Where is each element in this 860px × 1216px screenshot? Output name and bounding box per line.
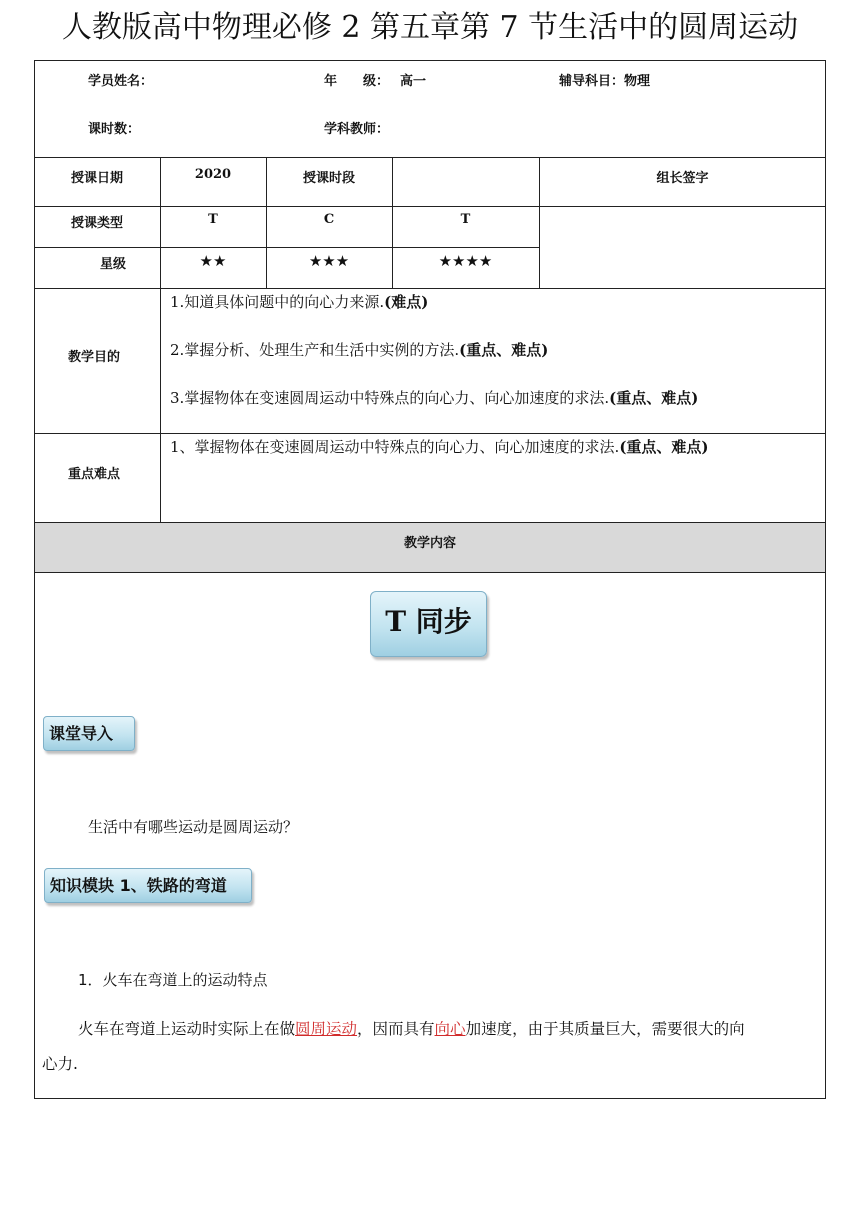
grade-value: 高一 bbox=[400, 74, 427, 89]
subject-value: 物理 bbox=[624, 74, 651, 89]
date-label: 授课日期 bbox=[70, 171, 123, 186]
key-point-item: 1、掌握物体在变速圆周运动中特殊点的向心力、向心加速度的求法.(重点、难点) bbox=[170, 438, 709, 456]
subject-label: 辅导科目： bbox=[559, 74, 625, 89]
point1-paragraph-line2: 心力. bbox=[42, 1055, 78, 1073]
teacher-label: 学科教师： bbox=[324, 122, 390, 137]
student-name-label: 学员姓名： bbox=[88, 74, 154, 89]
row-divider bbox=[34, 157, 826, 158]
star-rating-2: ★★ bbox=[199, 252, 227, 270]
blank-centripetal: 向心 bbox=[434, 1020, 466, 1038]
point1-title: 1．火车在弯道上的运动特点 bbox=[78, 971, 268, 989]
lesson-type-label: 授课类型 bbox=[70, 216, 123, 231]
row-divider bbox=[34, 572, 826, 573]
row-divider bbox=[34, 206, 826, 207]
star-level-label: 星级 bbox=[100, 257, 127, 272]
intro-badge: 课堂导入 bbox=[43, 716, 135, 751]
star-rating-4: ★★★★ bbox=[438, 252, 493, 270]
intro-question: 生活中有哪些运动是圆周运动？ bbox=[88, 818, 299, 836]
lesson-type-t2: T bbox=[460, 212, 471, 227]
row-divider bbox=[34, 288, 826, 289]
objective-item: 3.掌握物体在变速圆周运动中特殊点的向心力、向心加速度的求法.(重点、难点) bbox=[170, 389, 699, 407]
objective-item: 2.掌握分析、处理生产和生活中实例的方法.(重点、难点) bbox=[170, 341, 549, 359]
document-title: 人教版高中物理必修 2 第五章第 7 节生活中的圆周运动 bbox=[61, 10, 799, 45]
grade-label: 年 级： bbox=[324, 74, 390, 89]
module-badge: 知识模块 1、铁路的弯道 bbox=[44, 868, 252, 903]
point1-paragraph-line1: 火车在弯道上运动时实际上在做圆周运动，因而具有向心加速度，由于其质量巨大，需要很大的向 bbox=[78, 1020, 745, 1038]
lesson-type-c: C bbox=[323, 212, 335, 227]
leader-sign-label: 组长签字 bbox=[656, 171, 709, 186]
star-rating-3: ★★★ bbox=[308, 252, 350, 270]
key-points-label: 重点难点 bbox=[68, 467, 121, 482]
period-label: 授课时段 bbox=[302, 171, 355, 186]
lesson-type-t1: T bbox=[208, 212, 218, 227]
date-value: 2020 bbox=[194, 167, 232, 182]
class-hours-label: 课时数： bbox=[88, 122, 141, 137]
objectives-label: 教学目的 bbox=[68, 350, 121, 365]
section-badge: T 同步 bbox=[370, 591, 487, 657]
objective-item: 1.知道具体问题中的向心力来源.(难点) bbox=[170, 293, 429, 311]
content-header: 教学内容 bbox=[403, 536, 456, 551]
row-divider bbox=[34, 433, 826, 434]
row-divider bbox=[34, 247, 540, 248]
blank-circular-motion: 圆周运动 bbox=[295, 1020, 358, 1038]
